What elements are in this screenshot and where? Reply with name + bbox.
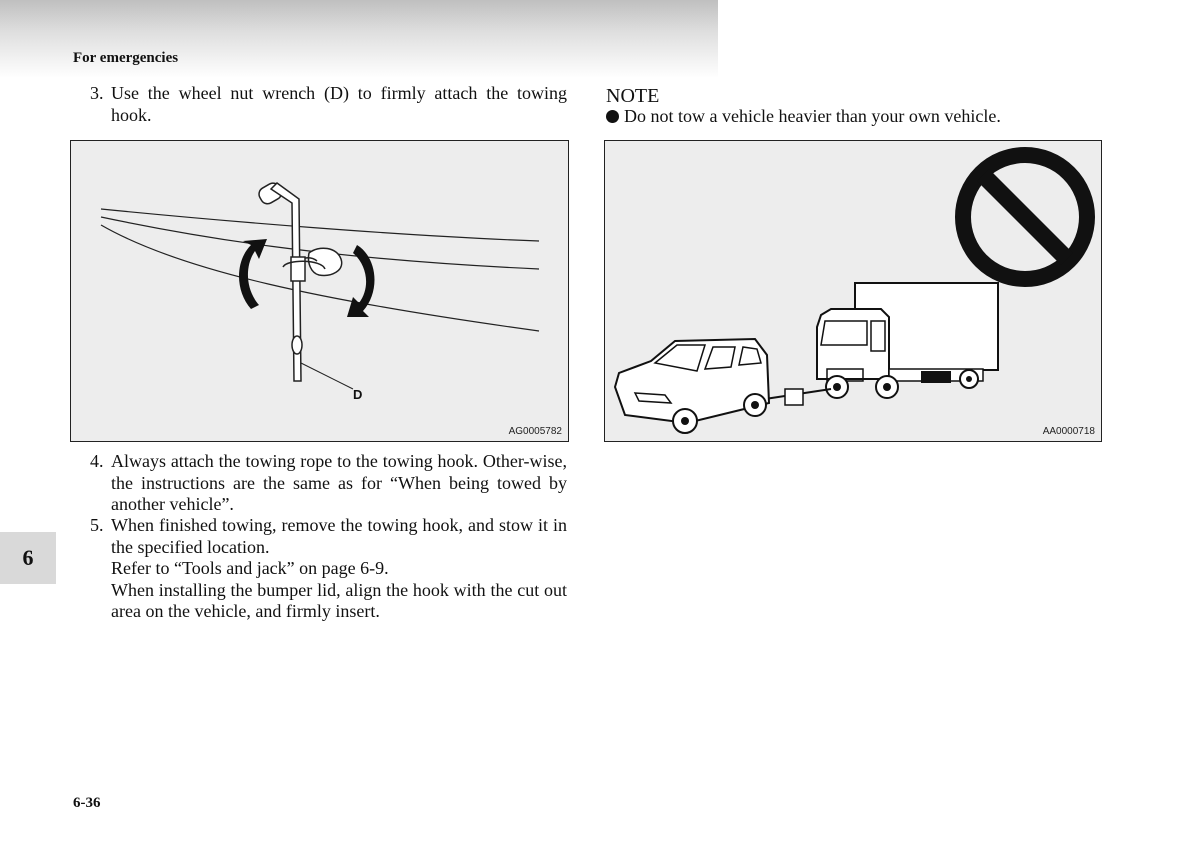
step-text: Always attach the towing rope to the towing hook. Other-wise, the instructions are the same as for “When being towed by another vehicle”. [111, 451, 567, 514]
figure-code: AA0000718 [1042, 426, 1095, 437]
step-number: 3. [90, 83, 104, 103]
step-5 [90, 515, 567, 623]
chapter-tab: 6 [0, 532, 56, 584]
suv-car-icon [615, 339, 769, 433]
figure-code: AG0005782 [508, 426, 562, 437]
towing-prohibition-figure [604, 140, 1102, 442]
step-reference: Refer to “Tools and jack” on page 6-9. [111, 558, 389, 578]
wheel-nut-wrench-icon [71, 141, 568, 441]
page-number: 6-36 [73, 795, 101, 811]
note-title: NOTE [606, 85, 660, 107]
step-instruction: When installing the bumper lid, align the hook with the cut out area on the vehicle, and firmly insert. [111, 579, 567, 621]
step-text: Use the wheel nut wrench (D) to firmly attach the towing hook. [111, 83, 567, 125]
step-text: When finished towing, remove the towing hook, and stow it in the specified location. [111, 515, 567, 557]
tow-rope-icon [765, 389, 831, 405]
step-number: 4. [90, 451, 104, 471]
section-title: For emergencies [73, 50, 179, 66]
step-3 [90, 83, 567, 126]
note-text [624, 106, 1001, 127]
note-text-content: Do not tow a vehicle heavier than your own vehicle. [624, 106, 1001, 126]
prohibition-sign-icon [963, 155, 1087, 279]
step-number: 5. [90, 515, 104, 535]
towing-hook-figure [70, 140, 569, 442]
callout-label-d: D [353, 387, 363, 402]
truck-icon [817, 283, 998, 398]
bullet-icon [606, 110, 619, 123]
step-4 [90, 451, 567, 516]
